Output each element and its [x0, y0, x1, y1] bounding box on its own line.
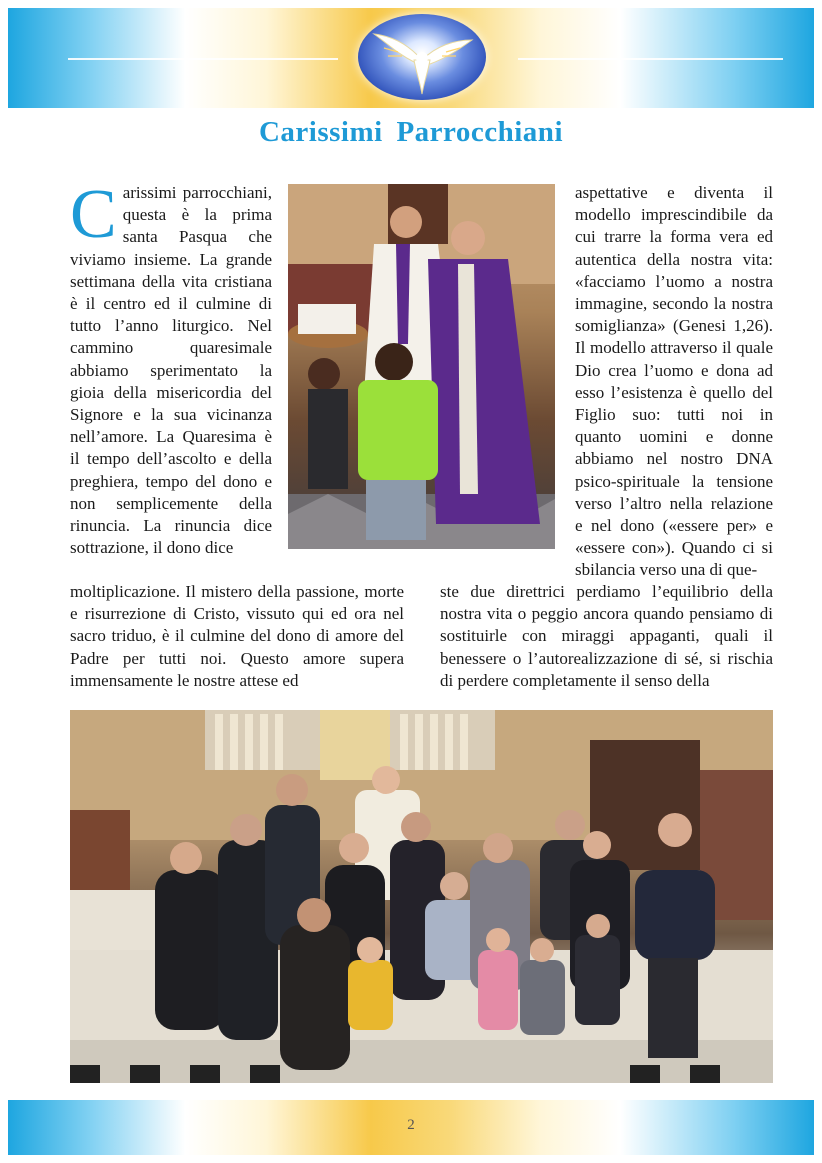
dove-icon — [358, 14, 486, 100]
header-rule-left — [68, 58, 338, 60]
photo-priests-blessing — [288, 184, 555, 549]
article-text-left-wide: moltiplicazione. Il mistero della passione, morte e risurrezione di Cristo, vissuto qui ed ora nel sacro triduo, è il culmine del dono di amore del Padre per tutti noi. Questo amore supera immensamente le nostre attese ed — [70, 582, 404, 690]
article-text-left: arissimi parrocchiani, questa è la prima santa Pasqua che viviamo insieme. La grande settimana della vita cristiana è il centro ed il culmine di tutto l’anno liturgico. Nel cammino quaresimale abbiamo sperimentato la gioia della misericordia del Signore e la sua vicinanza nell’amore. La Quaresima è il tempo dell’ascolto e della preghiera, tempo del dono e non semplicemente della rinuncia. La rinuncia dice sottrazione, il dono dice — [70, 183, 272, 558]
page-number: 2 — [407, 1117, 415, 1133]
article-column-left — [70, 176, 272, 559]
dropcap: C — [70, 176, 117, 253]
article-text-right-wide: ste due direttrici perdiamo l’equilibrio della nostra vita o peggio ancora quando pensiamo di sostituirle con miraggi appaganti, quali il benessere o l’autorealizzazione di sé, si rischia di perdere completamente il senso della — [440, 582, 773, 690]
photo-group-families — [70, 710, 773, 1083]
article-text-right: aspettative e diventa il modello imprescindibile da cui trarre la forma vera ed autentica della nostra vita: «facciamo l’uomo a nostra immagine, secondo la nostra somiglianza» (Genesi 1,26). Il modello attraverso il quale Dio crea l’uomo e dona ad esso l’esistenza è quello del Figlio suo: tutti noi in quanto uomini e donne abbiamo nel nostro DNA psico-spirituale la tensione verso l’altro nella relazione e nel dono («essere per» e «essere con»). Quando ci si sbilancia verso una di que- — [575, 183, 773, 580]
header-rule-right — [518, 58, 783, 60]
page-title: Carissimi Parrocchiani — [258, 116, 563, 148]
